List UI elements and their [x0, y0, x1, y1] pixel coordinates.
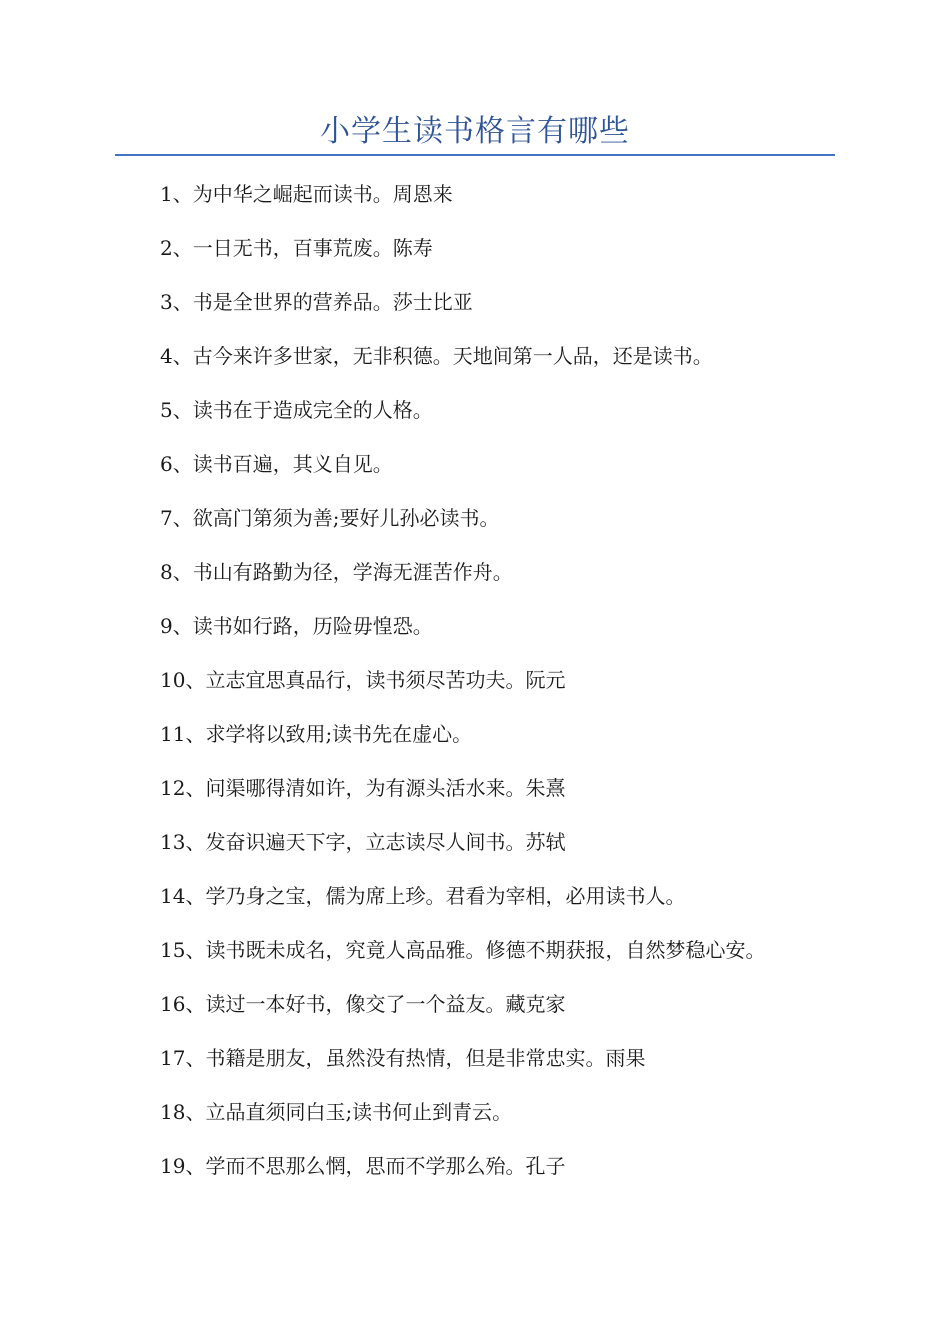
list-item: 10、立志宜思真品行，读书须尽苦功夫。阮元	[160, 668, 566, 692]
list-item: 4、古今来许多世家，无非积德。天地间第一人品，还是读书。	[160, 344, 713, 368]
quote-list	[160, 177, 850, 1203]
list-item: 18、立品直须同白玉;读书何止到青云。	[160, 1100, 513, 1124]
list-item: 7、欲高门第须为善;要好儿孙必读书。	[160, 506, 500, 530]
title-underline	[115, 154, 835, 156]
list-item: 11、求学将以致用;读书先在虚心。	[160, 722, 473, 746]
list-item: 16、读过一本好书，像交了一个益友。藏克家	[160, 992, 566, 1016]
list-item: 3、书是全世界的营养品。莎士比亚	[160, 290, 473, 314]
list-item: 14、学乃身之宝，儒为席上珍。君看为宰相，必用读书人。	[160, 884, 686, 908]
list-item: 19、学而不思那么惘，思而不学那么殆。孔子	[160, 1154, 566, 1178]
list-item: 2、一日无书，百事荒废。陈寿	[160, 236, 433, 260]
list-item: 15、读书既未成名，究竟人高品雅。修德不期获报，自然梦稳心安。	[160, 938, 766, 962]
list-item: 8、书山有路勤为径，学海无涯苦作舟。	[160, 560, 513, 584]
list-item: 6、读书百遍，其义自见。	[160, 452, 393, 476]
list-item: 5、读书在于造成完全的人格。	[160, 398, 433, 422]
list-item: 12、问渠哪得清如许，为有源头活水来。朱熹	[160, 776, 566, 800]
list-item: 1、为中华之崛起而读书。周恩来	[160, 182, 453, 206]
list-item: 9、读书如行路，历险毋惶恐。	[160, 614, 433, 638]
document-title: 小学生读书格言有哪些	[320, 114, 630, 149]
list-item: 17、书籍是朋友，虽然没有热情，但是非常忠实。雨果	[160, 1046, 646, 1070]
list-item: 13、发奋识遍天下字，立志读尽人间书。苏轼	[160, 830, 566, 854]
